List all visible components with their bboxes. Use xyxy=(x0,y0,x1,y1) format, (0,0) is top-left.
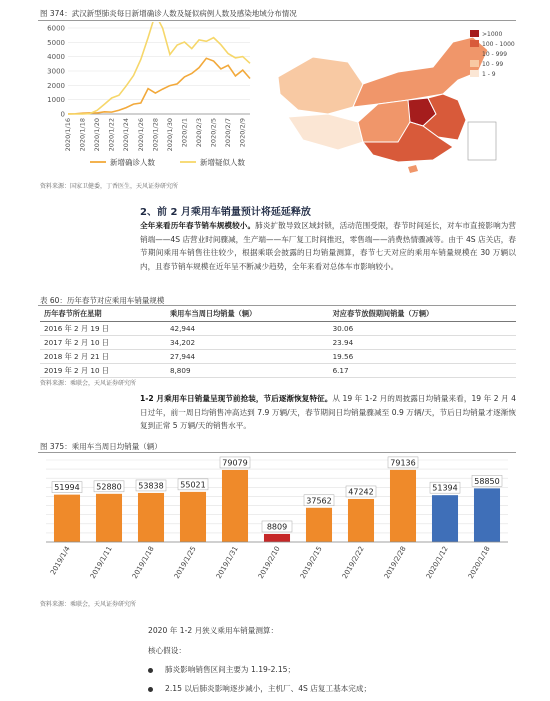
x-tick-label: 2019/2/15 xyxy=(298,545,324,581)
x-tick-label: 2020/1/18 xyxy=(466,545,492,581)
map-legend-swatch xyxy=(470,60,479,67)
y-tick-label: 6000 xyxy=(47,24,65,33)
bar xyxy=(138,493,164,542)
x-tick-label: 2020/2/5 xyxy=(209,118,218,148)
data-label: 79136 xyxy=(390,458,416,468)
y-tick-label: 2000 xyxy=(47,81,65,90)
bar xyxy=(390,470,416,542)
bar xyxy=(348,499,374,542)
data-label: 47242 xyxy=(348,487,374,497)
assumptions-label: 核心假设： xyxy=(148,646,186,655)
estimate-intro: 2020 年 1-2 月狭义乘用车销量测算： xyxy=(148,626,279,635)
assumption-item xyxy=(148,664,295,675)
x-tick-label: 2019/1/4 xyxy=(49,545,72,577)
table-60-top-rule xyxy=(38,305,516,306)
bullet-dot xyxy=(148,668,153,673)
map-legend-label: >1000 xyxy=(482,31,503,38)
x-tick-label: 2020/1/18 xyxy=(78,118,87,152)
map-legend-label: 100 - 1000 xyxy=(482,41,515,48)
table-cell: 27,944 xyxy=(166,350,329,364)
figure-375-source: 资料来源：乘联会，天风证券研究所 xyxy=(40,601,137,608)
figure-374-top-rule xyxy=(38,20,516,21)
table-cell: 34,202 xyxy=(166,336,329,350)
x-tick-label: 2020/2/9 xyxy=(238,118,247,148)
china-map xyxy=(258,22,516,176)
map-legend-swatch xyxy=(470,70,479,77)
table-cell: 8,809 xyxy=(166,364,329,378)
y-tick-label: 0 xyxy=(60,110,65,119)
table-row xyxy=(40,336,516,350)
table-row xyxy=(40,364,516,378)
bar xyxy=(222,470,248,542)
map-legend-swatch xyxy=(470,30,479,37)
figure-375-top-rule xyxy=(38,452,516,453)
table-cell: 19.56 xyxy=(329,350,516,364)
map-region-north xyxy=(353,37,488,107)
y-tick-label: 5000 xyxy=(47,38,65,47)
map-legend xyxy=(470,30,515,78)
table-header-cell: 对应春节放假期间销量（万辆） xyxy=(329,307,516,322)
table-header-cell: 历年春节所在星期 xyxy=(40,307,166,322)
section-heading: 2、前 2 月乘用车销量预计将延延释放 xyxy=(140,207,311,218)
section2-paragraph-lead: 1-2 月乘用车日销量呈现节前抢装，节后逐渐恢复特征。 xyxy=(140,394,333,403)
map-legend-label: 10 - 99 xyxy=(482,61,504,68)
map-legend-label: 10 - 999 xyxy=(482,51,508,58)
x-tick-label: 2019/1/25 xyxy=(172,545,198,581)
bar-chart xyxy=(38,456,516,594)
y-tick-label: 1000 xyxy=(47,96,65,105)
map-legend-swatch xyxy=(470,50,479,57)
bar xyxy=(474,488,500,542)
x-tick-label: 2019/2/22 xyxy=(340,545,366,581)
x-tick-label: 2020/1/28 xyxy=(151,118,160,152)
data-label: 51994 xyxy=(54,483,80,493)
table-cell: 6.17 xyxy=(329,364,516,378)
x-tick-label: 2020/1/12 xyxy=(424,545,450,581)
x-tick-label: 2020/2/1 xyxy=(180,118,189,148)
data-label: 52880 xyxy=(96,482,122,492)
data-label: 53838 xyxy=(138,481,164,491)
map-legend-label: 1 - 9 xyxy=(482,71,496,78)
hainan-island xyxy=(408,165,418,173)
figure-374-source: 资料来源：国家卫健委，丁香医生，天风证券研究所 xyxy=(40,183,179,190)
assumption-item xyxy=(148,683,371,694)
bar xyxy=(96,494,122,542)
table-cell: 30.06 xyxy=(329,322,516,336)
map-region-northwest xyxy=(278,57,363,114)
x-tick-label: 2019/1/11 xyxy=(88,545,114,581)
x-tick-label: 2019/2/10 xyxy=(256,545,282,581)
table-60 xyxy=(40,307,516,378)
y-tick-label: 3000 xyxy=(47,67,65,76)
map-legend-swatch xyxy=(470,40,479,47)
bar xyxy=(432,495,458,542)
x-tick-label: 2020/1/22 xyxy=(107,118,116,152)
series-line xyxy=(68,58,250,114)
south-sea-inset xyxy=(468,122,496,160)
x-tick-label: 2019/1/18 xyxy=(130,545,156,581)
data-label: 37562 xyxy=(306,496,332,506)
data-label: 58850 xyxy=(474,476,500,486)
table-60-title: 表 60：历年春节对应乘用车销量规模 xyxy=(40,296,165,305)
data-label: 8809 xyxy=(266,522,288,532)
table-cell: 2016 年 2 月 19 日 xyxy=(40,322,166,336)
figure-375-title: 图 375：乘用车当周日均销量（辆） xyxy=(40,442,162,451)
x-tick-label: 2020/1/30 xyxy=(165,118,174,152)
section-paragraph xyxy=(140,219,516,273)
x-tick-label: 2020/1/24 xyxy=(122,118,131,152)
bar xyxy=(54,495,80,542)
legend-label: 新增疑似人数 xyxy=(200,158,245,167)
x-tick-label: 2020/1/26 xyxy=(136,118,145,152)
table-cell: 2017 年 2 月 10 日 xyxy=(40,336,166,350)
map-region-tibet xyxy=(288,114,363,150)
section-paragraph-body: 肺炎扩散导致区域封锁，活动范围受限，春节时间延长，对车市直接影响为营销端——4S 店营业时间骤减，生产端——车厂复工时间推迟，零售端——消费热情骤减等。由于 4S 店关店，春节期间乘用车销售往往较少，根据乘联会披露的日均销量测算，春节七天对应的乘用车销量规模在 30 万辆以内，且春节销车规模在近年呈不断减少趋势，全年来看对总体车市影响较小。 xyxy=(140,221,517,271)
table-row xyxy=(40,350,516,364)
assumption-text: 肺炎影响销售区间主要为 1.19-2.15； xyxy=(165,665,296,674)
line-chart xyxy=(38,22,258,174)
table-header-cell: 乘用车当周日均销量（辆） xyxy=(166,307,329,322)
table-cell: 23.94 xyxy=(329,336,516,350)
x-tick-label: 2020/1/16 xyxy=(64,118,72,152)
bar xyxy=(264,534,290,542)
data-label: 55021 xyxy=(180,480,206,490)
x-tick-label: 2020/1/20 xyxy=(93,118,102,152)
assumption-text: 2.15 以后肺炎影响逐步减小，主机厂、4S 店复工基本完成； xyxy=(165,684,372,693)
data-label: 51394 xyxy=(432,483,458,493)
bullet-dot xyxy=(148,687,153,692)
section2-paragraph-body: 从 19 年 1-2 月的周披露日均销量来看，19 年 2 月 4 日过年，前一周日均销售冲高达到 7.9 万辆/天，春节期间日均销量骤减至 0.9 万辆/天，节后日均销量才逐渐恢复到正常 5 万辆/天的销售水平。 xyxy=(140,394,516,430)
bar xyxy=(180,492,206,542)
x-tick-label: 2020/2/3 xyxy=(195,118,204,148)
legend-label: 新增确诊人数 xyxy=(110,158,155,167)
x-tick-label: 2019/2/28 xyxy=(382,545,408,581)
x-tick-label: 2019/1/31 xyxy=(214,545,240,581)
figure-374-title: 图 374：武汉新型肺炎每日新增确诊人数及疑似病例人数及感染地域分布情况 xyxy=(40,9,297,18)
section2-paragraph xyxy=(140,392,516,433)
table-60-source: 资料来源：乘联会，天风证券研究所 xyxy=(40,380,137,387)
table-header-row xyxy=(40,307,516,322)
table-cell: 2019 年 2 月 10 日 xyxy=(40,364,166,378)
x-tick-label: 2020/2/7 xyxy=(224,118,233,148)
bar xyxy=(306,508,332,542)
table-cell: 2018 年 2 月 21 日 xyxy=(40,350,166,364)
table-cell: 42,944 xyxy=(166,322,329,336)
table-row xyxy=(40,322,516,336)
data-label: 79079 xyxy=(222,458,248,468)
section-paragraph-lead: 全年来看历年春节销车规模较小。 xyxy=(140,221,256,230)
y-tick-label: 4000 xyxy=(47,53,65,62)
